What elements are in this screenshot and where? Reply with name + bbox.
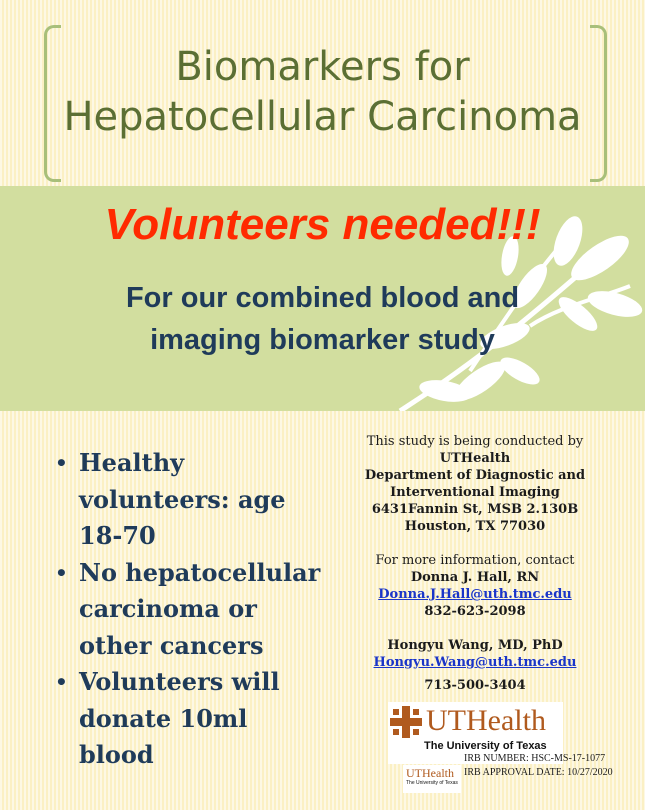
list-item (55, 555, 325, 665)
irb-number: IRB NUMBER: HSC-MS-17-1077 (464, 753, 606, 764)
address-line: 6431Fannin St, MSB 2.130B (371, 502, 579, 517)
subheadline-line-1: For our combined blood and (125, 282, 520, 314)
bullet-icon: • (55, 670, 68, 694)
department-line-1: Department of Diagnostic and (364, 468, 586, 483)
list-item (55, 445, 325, 555)
org-name: UTHealth (439, 451, 511, 466)
title-line-1: Biomarkers for (175, 44, 470, 90)
uthealth-mark-icon (390, 706, 422, 738)
logo-wordmark: UTHealth (426, 704, 546, 737)
bullet-icon: • (55, 451, 68, 475)
bullet-text: No hepatocellular carcinoma or other cancers (79, 557, 321, 660)
irb-approval-date: IRB APPROVAL DATE: 10/27/2020 (464, 767, 613, 778)
uthealth-small-logo (403, 765, 461, 793)
bullet-text: Healthy volunteers: age 18-70 (79, 448, 286, 550)
small-logo-subtitle: The University of Texas (406, 780, 458, 786)
more-info-text: For more information, contact (375, 553, 575, 568)
eligibility-list (55, 445, 325, 774)
conducted-by-text: This study is being conducted by (366, 434, 584, 449)
study-info (355, 433, 595, 694)
list-item (55, 664, 325, 774)
bullet-icon: • (55, 560, 68, 585)
contact-2-email-link[interactable]: Hongyu.Wang@uth.tmc.edu (373, 655, 577, 670)
small-logo-wordmark: UTHealth (406, 766, 454, 780)
subheadline-line-2: imaging biomarker study (150, 324, 495, 356)
contact-1-name: Donna J. Hall, RN (410, 570, 540, 585)
title-line-2: Hepatocellular Carcinoma (63, 94, 582, 140)
contact-1-phone: 832-623-2098 (424, 604, 526, 619)
logo-subtitle: The University of Texas (424, 740, 547, 752)
irb-stamp (464, 752, 644, 780)
contact-2-name: Hongyu Wang, MD, PhD (387, 638, 563, 653)
contact-2-phone: 713-500-3404 (424, 678, 526, 693)
bullet-text: Volunteers will donate 10ml blood (79, 667, 280, 769)
volunteers-headline: Volunteers needed!!! (104, 200, 541, 249)
city-line: Houston, TX 77030 (404, 519, 546, 534)
department-line-2: Interventional Imaging (390, 485, 560, 500)
contact-1-email-link[interactable]: Donna.J.Hall@uth.tmc.edu (378, 587, 572, 602)
